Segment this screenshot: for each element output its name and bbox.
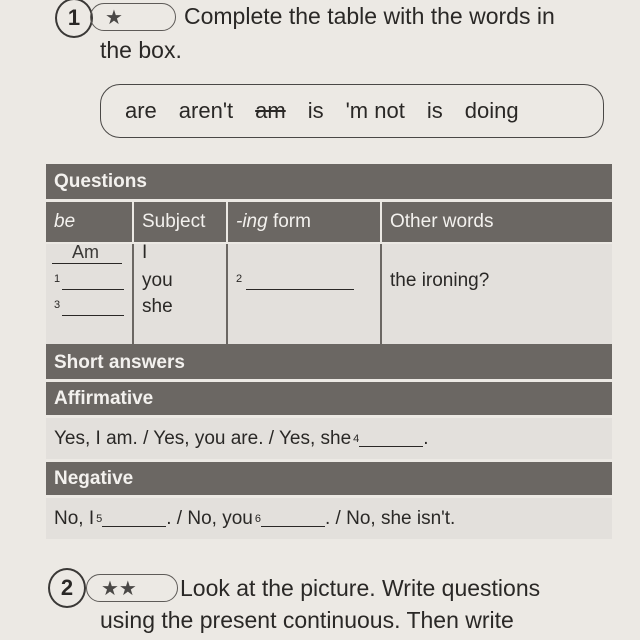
cell-be bbox=[46, 244, 134, 344]
exercise-2-instruction-line1: Look at the picture. Write questions bbox=[180, 575, 541, 601]
exercise-1-number: 1 bbox=[55, 0, 93, 38]
answer-line-5[interactable] bbox=[102, 510, 166, 527]
gap-number-3: 3 bbox=[54, 299, 61, 311]
cell-other-words bbox=[382, 244, 612, 344]
exercise-2-number: 2 bbox=[48, 568, 86, 608]
word-is: is bbox=[307, 98, 324, 123]
word-arent: aren't bbox=[178, 98, 234, 123]
cell-subject bbox=[134, 244, 228, 344]
word-doing: doing bbox=[464, 98, 519, 123]
other-words-text: the ironing? bbox=[390, 270, 490, 291]
column-headers bbox=[46, 202, 612, 244]
col-be: be bbox=[46, 202, 134, 242]
gap-number-1: 1 bbox=[54, 273, 61, 285]
word-are: are bbox=[125, 98, 157, 123]
exercise-2-instruction-line2: using the present continuous. Then write bbox=[100, 607, 514, 633]
answer-line-3[interactable] bbox=[62, 315, 124, 316]
col-subject: Subject bbox=[134, 202, 228, 242]
answer-line-4[interactable] bbox=[359, 430, 423, 447]
word-is-2: is bbox=[426, 98, 443, 123]
affirmative-row: Yes, I am. / Yes, you are. / Yes, she 4 . bbox=[46, 418, 612, 462]
affirmative-header: Affirmative bbox=[46, 382, 612, 418]
exercise-1-instruction-line2: the box. bbox=[100, 37, 182, 63]
answer-line-1[interactable] bbox=[62, 289, 124, 290]
questions-header: Questions bbox=[46, 164, 612, 202]
word-am-crossed: am bbox=[255, 98, 286, 123]
col-other-words: Other words bbox=[382, 202, 612, 242]
gap-number-6: 6 bbox=[254, 512, 261, 525]
grammar-table bbox=[46, 164, 612, 542]
example-answer-am: Am bbox=[72, 242, 99, 262]
star-icon-double: ★★ bbox=[101, 577, 137, 600]
gap-number-4: 4 bbox=[353, 432, 360, 445]
exercise-1-stars bbox=[90, 3, 176, 31]
cell-ing-form bbox=[228, 244, 382, 344]
subject-i: I bbox=[142, 242, 148, 263]
gap-number-2: 2 bbox=[236, 273, 243, 285]
negative-header: Negative bbox=[46, 462, 612, 498]
word-box bbox=[100, 84, 604, 138]
subject-you: you bbox=[142, 270, 173, 291]
exercise-2-stars bbox=[86, 574, 178, 602]
negative-row: No, I 5 . / No, you 6 . / No, she isn't. bbox=[46, 498, 612, 542]
questions-grid bbox=[46, 244, 612, 346]
exercise-1-instruction-line1: Complete the table with the words in bbox=[184, 3, 555, 29]
answer-line-6[interactable] bbox=[261, 510, 325, 527]
col-ing-form: -ing form bbox=[228, 202, 382, 242]
subject-she: she bbox=[142, 296, 173, 317]
word-m-not: 'm not bbox=[345, 98, 405, 123]
gap-number-5: 5 bbox=[96, 512, 103, 525]
answer-line-example bbox=[52, 263, 122, 264]
star-icon: ★ bbox=[105, 6, 123, 29]
answer-line-2[interactable] bbox=[246, 289, 354, 290]
short-answers-header: Short answers bbox=[46, 346, 612, 382]
